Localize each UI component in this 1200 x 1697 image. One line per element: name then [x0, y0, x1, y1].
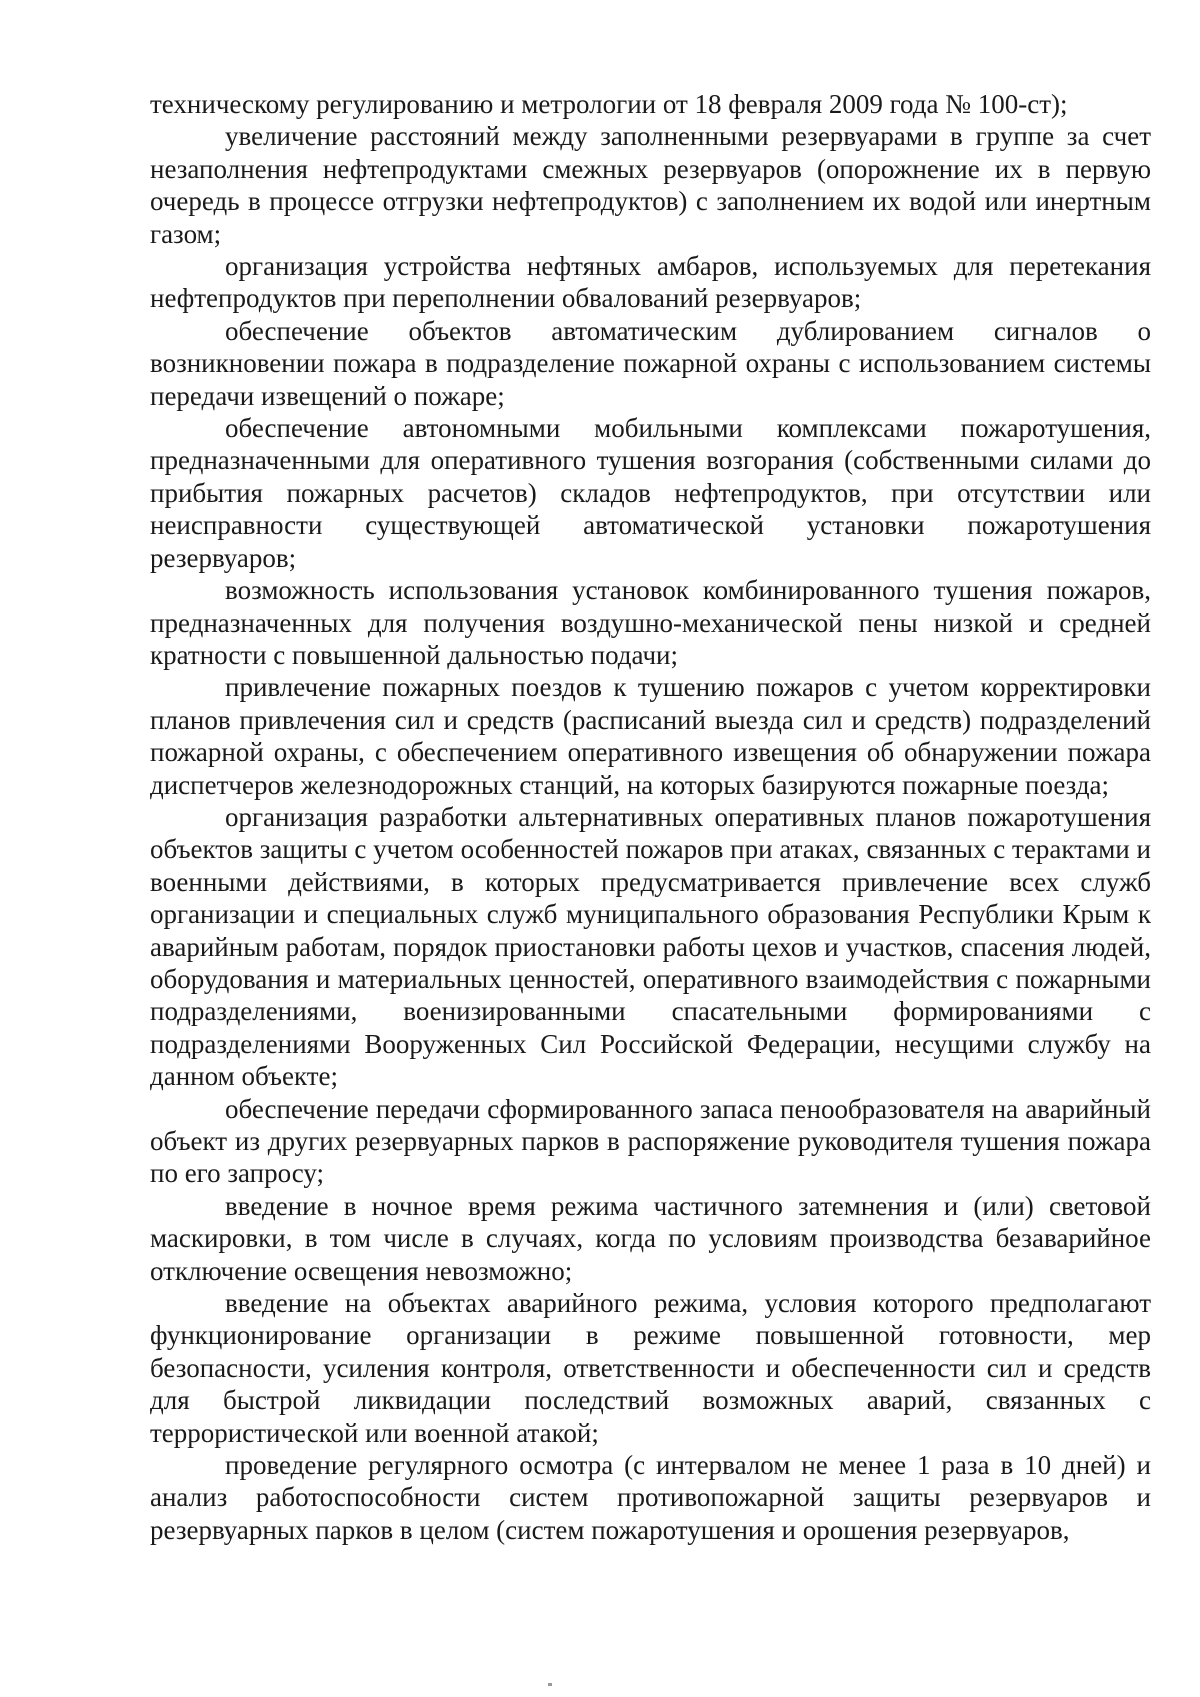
document-body [150, 88, 1151, 1546]
paragraph-emergency-mode: введение на объектах аварийного режима, условия которого предполагают функционирование организации в режиме повышенной готовности, мер безопасности, усиления контроля, ответственности и обеспеченности сил и средств для быстрой ликвидации последствий возможных аварий, связанных с террористической или военной атакой; [150, 1288, 1151, 1448]
paragraph-night-blackout: введение в ночное время режима частичного затемнения и (или) световой маскировки, в том числе в случаях, когда по условиям производства безаварийное отключение освещения невозможно; [150, 1190, 1151, 1286]
paragraph-fire-trains: привлечение пожарных поездов к тушению пожаров с учетом корректировки планов привлечения сил и средств (расписаний выезда сил и средств) подразделений пожарной охраны, с обеспечением оперативного извещения об обнаружении пожара диспетчеров железнодорожных станций, на которых базируются пожарные поезда; [150, 672, 1151, 800]
paragraph-regular-inspection: проведение регулярного осмотра (с интервалом не менее 1 раза в 10 дней) и анализ работоспособности систем противопожарной защиты резервуаров и резервуарных парков в целом (систем пожаротушения и орошения резервуаров, [150, 1450, 1151, 1545]
paragraph-combined-extinguishing: возможность использования установок комбинированного тушения пожаров, предназначенных для получения воздушно-механической пены низкой и средней кратности с повышенной дальностью подачи; [150, 575, 1151, 670]
paragraph-mobile-complexes: обеспечение автономными мобильными комплексами пожаротушения, предназначенными для оперативного тушения возгорания (собственными силами до прибытия пожарных расчетов) складов нефтепродуктов, при отсутствии или неисправности существующей автоматической установки пожаротушения резервуаров; [150, 413, 1151, 573]
paragraph-alternative-plans: организация разработки альтернативных оперативных планов пожаротушения объектов защиты с учетом особенностей пожаров при атаках, связанных с терактами и военными действиями, в которых предусматривается привлечение всех служб организации и специальных служб муниципального образования Республики Крым к аварийным работам, порядок приостановки работы цехов и участков, спасения людей, оборудования и материальных ценностей, оперативного взаимодействия с пожарными подразделениями, военизированными спасательными формированиями с подразделениями Вооруженных Сил Российской Федерации, несущими службу на данном объекте; [150, 801, 1151, 1092]
paragraph-oil-barns: организация устройства нефтяных амбаров, используемых для перетекания нефтепродуктов при переполнении обвалований резервуаров; [150, 251, 1151, 314]
paragraph-foam-transfer: обеспечение передачи сформированного запаса пенообразователя на аварийный объект из других резервуарных парков в распоряжение руководителя тушения пожара по его запросу; [150, 1093, 1151, 1189]
paragraph-continuation: техническому регулированию и метрологии от 18 февраля 2009 года № 100-ст); [150, 89, 1068, 119]
paragraph-signal-duplication: обеспечение объектов автоматическим дублированием сигналов о возникновении пожара в подразделение пожарной охраны с использованием системы передачи извещений о пожаре; [150, 315, 1151, 411]
paragraph-tank-spacing: увеличение расстояний между заполненными резервуарами в группе за счет незаполнения нефтепродуктами смежных резервуаров (опорожнение их в первую очередь в процессе отгрузки нефтепродуктов) с заполнением их водой или инертным газом; [150, 121, 1151, 249]
scan-speck [548, 1683, 552, 1686]
